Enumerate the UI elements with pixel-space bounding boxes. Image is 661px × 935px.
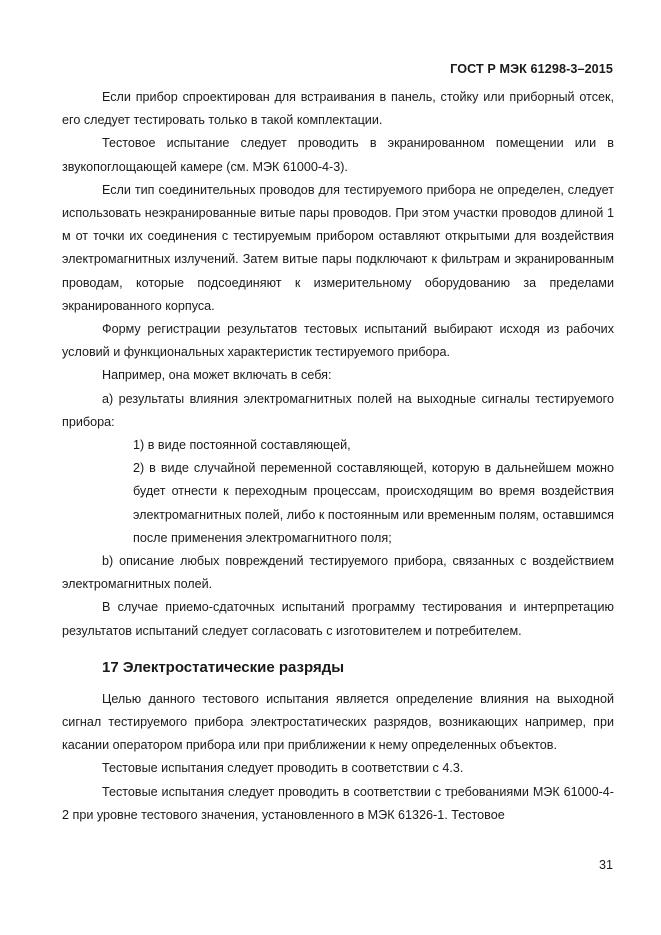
- document-body: [62, 86, 614, 827]
- paragraph: Целью данного тестового испытания является определение влияния на выходной сигнал тестируемого прибора электростатических разрядов, возникающих например, при касании оператором прибора или при приближении к нему определенных объектов.: [62, 691, 614, 753]
- paragraph: Например, она может включать в себя:: [102, 368, 332, 383]
- section-heading: 17 Электростатические разряды: [102, 658, 345, 676]
- paragraph: В случае приемо-сдаточных испытаний программу тестирования и интерпретацию результатов испытаний следует согласовать с изготовителем и потребителем.: [62, 600, 614, 638]
- paragraph: Тестовое испытание следует проводить в экранированном помещении или в звукопоглощающей камере (см. МЭК 61000-4-3).: [62, 136, 614, 174]
- list-item-a: a) результаты влияния электромагнитных полей на выходные сигналы тестируемого прибора:: [62, 391, 614, 429]
- paragraph: Если прибор спроектирован для встраивания в панель, стойку или приборный отсек, его следует тестировать только в такой комплектации.: [62, 90, 614, 128]
- paragraph: Если тип соединительных проводов для тестируемого прибора не определен, следует использовать неэкранированные витые пары проводов. При этом участки проводов длиной 1 м от точки их соединения с тестируемым прибором оставляют открытыми для воздействия электромагнитных излучений. Затем витые пары подключают к фильтрам и экранированным проводам, которые подсоединяют к измерительному оборудованию за пределами экранированного корпуса.: [62, 182, 614, 313]
- list-item-b: b) описание любых повреждений тестируемого прибора, связанных с воздействием электромагнитных полей.: [62, 554, 614, 592]
- paragraph: Тестовые испытания следует проводить в соответствии с требованиями МЭК 61000-4-2 при уровне тестового значения, установленного в МЭК 61326-1. Тестовое: [62, 784, 614, 822]
- paragraph: Форму регистрации результатов тестовых испытаний выбирают исходя из рабочих условий и функциональных характеристик тестируемого прибора.: [62, 322, 614, 360]
- page-number: 31: [598, 858, 613, 872]
- paragraph: Тестовые испытания следует проводить в соответствии с 4.3.: [102, 761, 464, 776]
- sub-list-item-2: 2) в виде случайной переменной составляющей, которую в дальнейшем можно будет отнести к переходным процессам, происходящим во время воздействия электромагнитных полей, либо к постоянным или временным полям, оставшимся после применения электромагнитного поля;: [133, 461, 614, 545]
- sub-list-item-1: 1) в виде постоянной составляющей,: [133, 438, 351, 453]
- document-header: ГОСТ Р МЭК 61298-3–2015: [450, 62, 613, 76]
